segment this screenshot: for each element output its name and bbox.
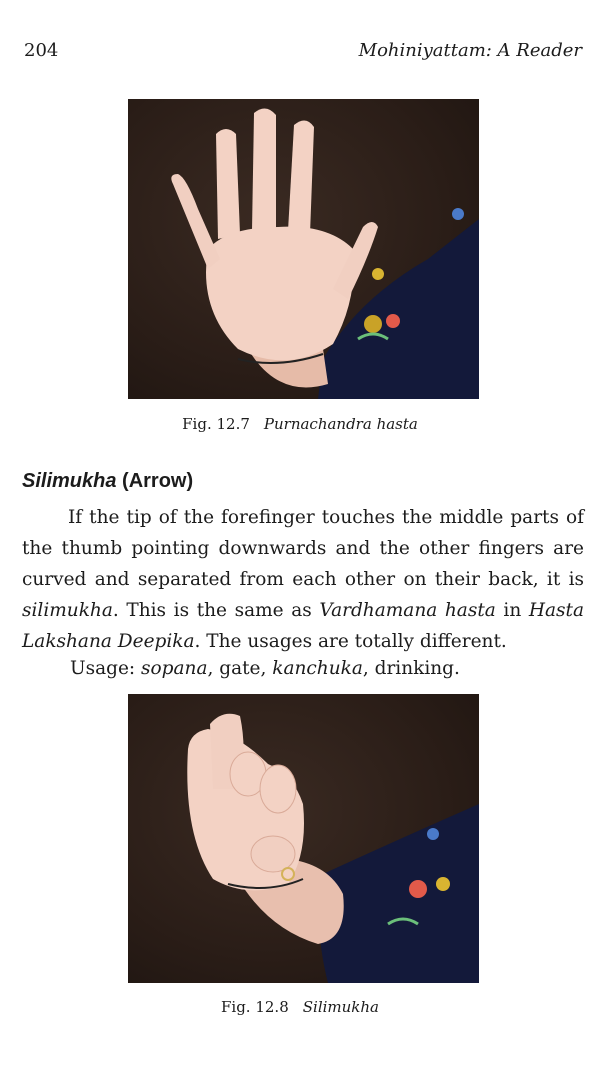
term-silimukha: silimukha [22,600,113,621]
usage-text: , drinking. [362,658,460,679]
usage-line [70,653,460,684]
section-heading [22,470,193,493]
figure-name: Silimukha [302,998,379,1016]
usage-label: Usage: [70,658,142,679]
description-paragraph [22,502,584,657]
usage-text: , gate, [207,658,273,679]
section-term: Silimukha [22,470,117,492]
figure-caption-12-8 [0,998,600,1016]
paragraph-text: . The usages are totally different. [194,631,507,652]
purnachandra-hasta-photo [128,99,479,399]
section-gloss: (Arrow) [122,470,194,492]
figure-name: Purnachandra hasta [263,415,418,433]
silimukha-photo [128,694,479,983]
usage-term-sopana: sopana [141,658,208,679]
term-vardhamana-hasta: Vardhamana hasta [319,600,496,621]
figure-caption-12-7 [0,415,600,433]
running-head: Mohiniyattam: A Reader [358,40,582,61]
figure-label: Fig. 12.8 [221,998,289,1016]
figure-label: Fig. 12.7 [182,415,250,433]
page-number: 204 [24,40,59,61]
term-hasta-lakshana-deepika: Hasta Lakshana Deepika [22,600,585,652]
paragraph-text: . This is the same as [112,600,320,621]
paragraph-text: in [495,600,529,621]
paragraph-text: If the tip of the forefinger touches the middle parts of the thumb pointing downwards and the other fingers are curved and separated from each other on their back, it is [22,507,584,590]
usage-term-kanchuka: kanchuka [272,658,363,679]
